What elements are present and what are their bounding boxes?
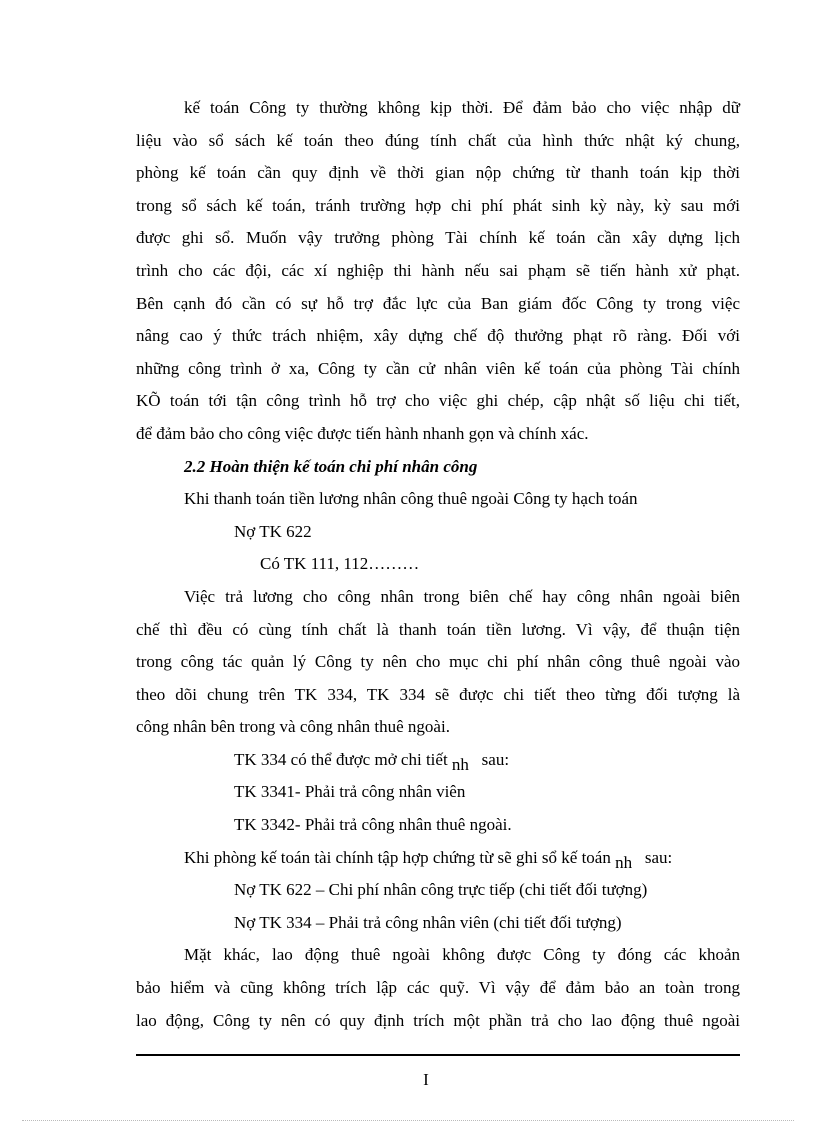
account-tk3341: TK 3341- Phải trả công nhân viên: [234, 782, 466, 802]
paragraph-accounting-timeliness: [136, 92, 740, 451]
text-line: theo dõi chung trên TK 334, TK 334 sẽ được chi tiết theo từng đối tượng là: [136, 684, 740, 704]
text-line: kế toán Công ty thường không kịp thời. Để đảm bảo cho việc nhập dữ: [184, 98, 740, 117]
text-line: trong công tác quản lý Công ty nên cho mục chi phí nhân công thuê ngoài vào: [136, 652, 740, 672]
journal-entry-debit: Nợ TK 622: [234, 521, 312, 541]
page-bottom-edge: [22, 1120, 794, 1121]
account-tk3342: TK 3342- Phải trả công nhân thuê ngoài.: [234, 815, 512, 835]
text-line: Bên cạnh đó cần có sự hỗ trợ đắc lực của Ban giám đốc Công ty trong việc: [136, 293, 740, 313]
text-fragment: Khi phòng kế toán tài chính tập hợp chứng từ sẽ ghi sổ kế toán: [184, 847, 611, 867]
text-line: bảo hiểm và cũng không trích lập các quỹ. Vì vậy để đảm bảo an toàn trong: [136, 978, 740, 998]
text-line: KÕ toán tới tận công trình hỗ trợ cho việc ghi chép, cập nhật số liệu chi tiết,: [136, 391, 740, 411]
text-line: những công trình ở xa, Công ty cần cử nhân viên kế toán của phòng Tài chính: [136, 358, 740, 378]
page-number: I: [423, 1070, 429, 1089]
journal-entry-credit: Nợ TK 334 – Phải trả công nhân viên (chi tiết đối tượng): [234, 912, 622, 932]
text-line: trong sổ sách kế toán, tránh trường hợp chi phí phát sinh kỳ này, kỳ sau mới: [136, 195, 740, 215]
text-line: Khi thanh toán tiền lương nhân công thuê ngoài Công ty hạch toán: [184, 489, 638, 509]
text-line: công nhân bên trong và công nhân thuê ngoài.: [136, 717, 450, 737]
text-line: liệu vào sổ sách kế toán theo đúng tính chất của hình thức nhật ký chung,: [136, 130, 740, 150]
footer-divider: [136, 1054, 740, 1056]
text-line: Mặt khác, lao động thuê ngoài không được Công ty đóng các khoản: [184, 945, 740, 965]
text-line: trình cho các đội, các xí nghiệp thi hành nếu sai phạm sẽ tiến hành xử phạt.: [136, 260, 740, 280]
text-line: Việc trả lương cho công nhân trong biên chế hay công nhân ngoài biên: [184, 586, 740, 606]
text-line: lao động, Công ty nên có quy định trích một phần trả cho lao động thuê ngoài: [136, 1010, 740, 1030]
text-line: phòng kế toán cần quy định về thời gian nộp chứng từ thanh toán kịp thời: [136, 163, 740, 183]
journal-entry-credit: Có TK 111, 112………: [260, 554, 420, 574]
text-line: được ghi sổ. Muốn vậy trưởng phòng Tài chính kế toán cần xây dựng lịch: [136, 228, 740, 248]
paragraph-outsourced-labor: [136, 939, 740, 1037]
text-line: nâng cao ý thức trách nhiệm, xây dựng chế độ thưởng phạt rõ ràng. Đối với: [136, 326, 740, 346]
text-fragment: sau:: [481, 749, 510, 769]
journal-entry-debit: Nợ TK 622 – Chi phí nhân công trực tiếp (chi tiết đối tượng): [234, 880, 648, 900]
page-content: [136, 92, 740, 1037]
paragraph-wage-tracking: [136, 581, 740, 744]
tk334-detail-intro: [136, 744, 740, 777]
text-line: chế thì đều có cùng tính chất là thanh toán tiền lương. Vì vậy, để thuận tiện: [136, 619, 740, 639]
text-fragment: nh: [451, 754, 469, 774]
text-line: để đảm bảo cho công việc được tiến hành nhanh gọn và chính xác.: [136, 423, 589, 443]
section-heading: 2.2 Hoàn thiện kế toán chi phí nhân công: [184, 456, 478, 476]
record-intro: [136, 842, 740, 875]
text-fragment: TK 334 có thể được mở chi tiết: [234, 749, 448, 769]
text-fragment: sau:: [644, 847, 673, 867]
text-fragment: nh: [615, 852, 633, 872]
